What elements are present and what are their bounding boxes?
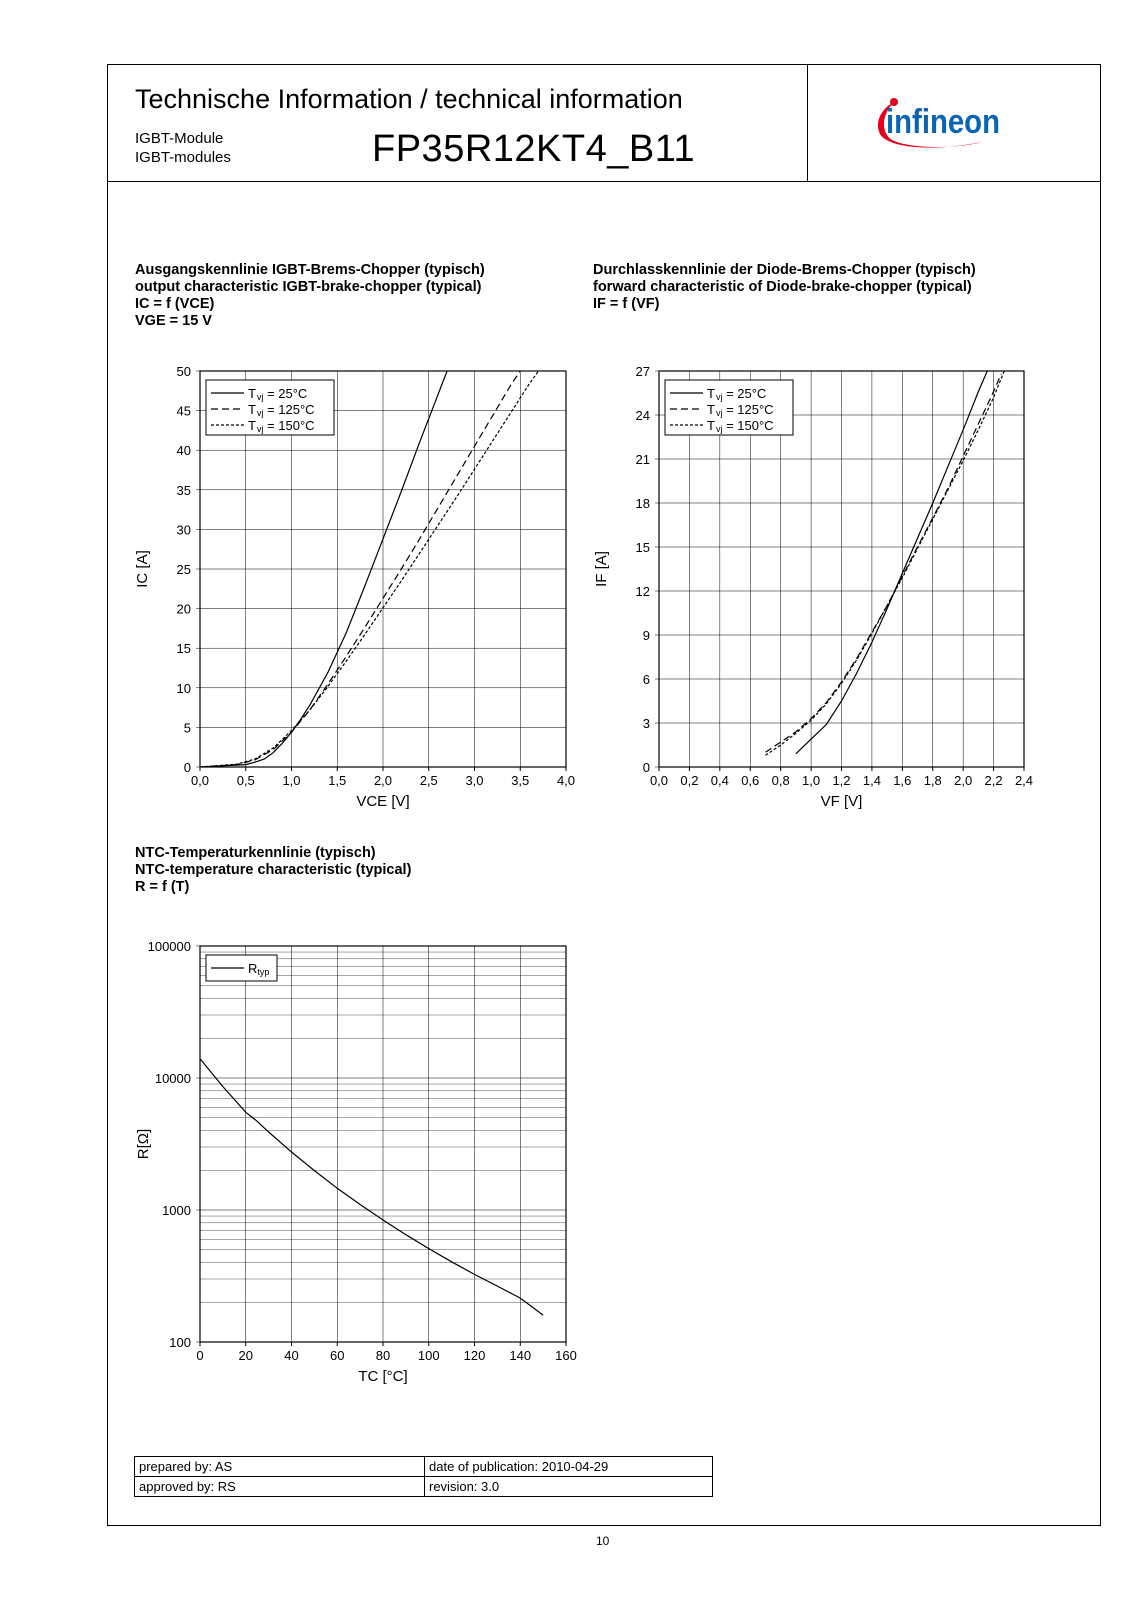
x-tick-label: 160 <box>555 1348 577 1363</box>
y-tick-label: 25 <box>176 562 191 577</box>
legend-label-2: Tvj = 125°C <box>248 402 315 418</box>
legend-label-1: Rtyp <box>248 961 270 977</box>
y-tick-label: 15 <box>635 540 650 555</box>
revision: revision: 3.0 <box>425 1477 713 1497</box>
logo-wordmark: infineon <box>886 103 1000 141</box>
x-tick-label: 1,0 <box>802 773 821 788</box>
y-tick-label: 15 <box>176 641 191 657</box>
x-tick-label: 0,5 <box>236 773 255 788</box>
x-axis-label: VCE [V] <box>356 793 410 810</box>
x-tick-label: 0,0 <box>190 773 210 788</box>
y-tick-label: 0 <box>183 760 191 775</box>
x-tick-label: 1,8 <box>923 773 942 788</box>
y-tick-label: 10000 <box>154 1071 191 1086</box>
chart1-group <box>134 364 575 810</box>
y-tick-label: 9 <box>642 628 650 643</box>
y-tick-label: 100 <box>169 1335 191 1350</box>
x-tick-label: 0,8 <box>771 773 790 788</box>
y-tick-label: 20 <box>176 601 191 617</box>
y-tick-label: 0 <box>642 760 650 775</box>
legend-label-3: Tvj = 150°C <box>248 418 315 434</box>
x-tick-label: 0,2 <box>680 773 699 788</box>
x-tick-label: 1,6 <box>893 773 912 788</box>
y-tick-label: 40 <box>176 443 191 459</box>
prepared-by: prepared by: AS <box>135 1457 425 1477</box>
series-line-1 <box>796 356 994 754</box>
legend-label-1: Tvj = 25°C <box>248 386 308 402</box>
chart3-group <box>135 939 577 1385</box>
chart2-title-line2: forward characteristic of Diode-brake-chopper (typical) <box>593 279 972 295</box>
y-axis-label: R[Ω] <box>135 1128 152 1160</box>
legend-label-1: Tvj = 25°C <box>707 386 767 402</box>
x-tick-label: 3,5 <box>511 773 530 788</box>
y-tick-label: 1000 <box>162 1203 191 1218</box>
y-tick-label: 30 <box>176 522 191 538</box>
x-axis-label: TC [°C] <box>358 1368 408 1385</box>
legend-label-2: Tvj = 125°C <box>707 402 774 418</box>
y-tick-label: 45 <box>176 403 191 419</box>
chart1-title-line1: Ausgangskennlinie IGBT-Brems-Chopper (typisch) <box>135 262 485 278</box>
publication-date: date of publication: 2010-04-29 <box>425 1457 713 1477</box>
x-tick-label: 2,4 <box>1014 773 1034 788</box>
y-tick-label: 12 <box>635 584 650 599</box>
chart3-title-line2: NTC-temperature characteristic (typical) <box>135 862 412 878</box>
x-tick-label: 0,4 <box>710 773 729 788</box>
x-tick-label: 20 <box>238 1348 253 1363</box>
x-tick-label: 140 <box>509 1348 532 1363</box>
approval-table <box>134 1456 713 1497</box>
y-tick-label: 5 <box>183 720 191 736</box>
chart2-title-line3: IF = f (VF) <box>593 296 660 312</box>
legend-label-3: Tvj = 150°C <box>707 418 774 434</box>
x-tick-label: 2,0 <box>954 773 973 788</box>
x-tick-label: 4,0 <box>556 773 576 788</box>
y-tick-label: 24 <box>635 408 650 423</box>
chart2-group <box>593 356 1033 810</box>
x-tick-label: 100 <box>417 1348 440 1363</box>
x-tick-label: 1,2 <box>832 773 851 788</box>
x-tick-label: 1,0 <box>282 773 301 788</box>
y-tick-label: 18 <box>635 496 650 511</box>
chart1-title-line4: VGE = 15 V <box>135 313 212 329</box>
x-tick-label: 2,0 <box>373 773 393 788</box>
chart2-title-line1: Durchlasskennlinie der Diode-Brems-Chopper (typisch) <box>593 262 976 278</box>
y-tick-label: 10 <box>176 680 191 696</box>
x-tick-label: 2,5 <box>419 773 438 788</box>
x-tick-label: 0 <box>196 1348 204 1363</box>
series-line-3 <box>766 371 1005 755</box>
y-tick-label: 50 <box>176 364 191 379</box>
x-tick-label: 0,6 <box>741 773 760 788</box>
page-number: 10 <box>596 1534 610 1548</box>
chart3-title-line3: R = f (T) <box>135 879 190 895</box>
x-tick-label: 80 <box>375 1348 391 1363</box>
y-tick-label: 3 <box>642 716 650 731</box>
category-en: IGBT-modules <box>135 149 231 166</box>
part-number: FP35R12KT4_B11 <box>372 128 696 170</box>
x-tick-label: 40 <box>284 1348 299 1363</box>
y-axis-label: IC [A] <box>134 550 151 588</box>
y-axis-label: IF [A] <box>593 551 610 587</box>
chart1-title-line3: IC = f (VCE) <box>135 296 215 312</box>
y-tick-label: 35 <box>176 482 191 498</box>
y-tick-label: 27 <box>635 364 650 379</box>
y-tick-label: 100000 <box>147 939 191 954</box>
category-de: IGBT-Module <box>135 130 224 147</box>
y-tick-label: 6 <box>642 672 650 687</box>
y-tick-label: 21 <box>635 452 650 467</box>
approved-by: approved by: RS <box>135 1477 425 1497</box>
x-tick-label: 60 <box>330 1348 345 1363</box>
x-tick-label: 2,2 <box>984 773 1003 788</box>
x-axis-label: VF [V] <box>820 793 863 810</box>
series-line-1 <box>200 1059 543 1315</box>
chart3-title-line1: NTC-Temperaturkennlinie (typisch) <box>135 845 376 861</box>
x-tick-label: 120 <box>463 1348 486 1363</box>
x-tick-label: 1,4 <box>862 773 881 788</box>
chart1-title-line2: output characteristic IGBT-brake-chopper (typical) <box>135 279 482 295</box>
document-title: Technische Information / technical information <box>135 84 683 114</box>
x-tick-label: 3,0 <box>465 773 484 788</box>
x-tick-label: 0,0 <box>649 773 669 788</box>
series-line-2 <box>766 374 1002 752</box>
x-tick-label: 1,5 <box>328 773 347 788</box>
